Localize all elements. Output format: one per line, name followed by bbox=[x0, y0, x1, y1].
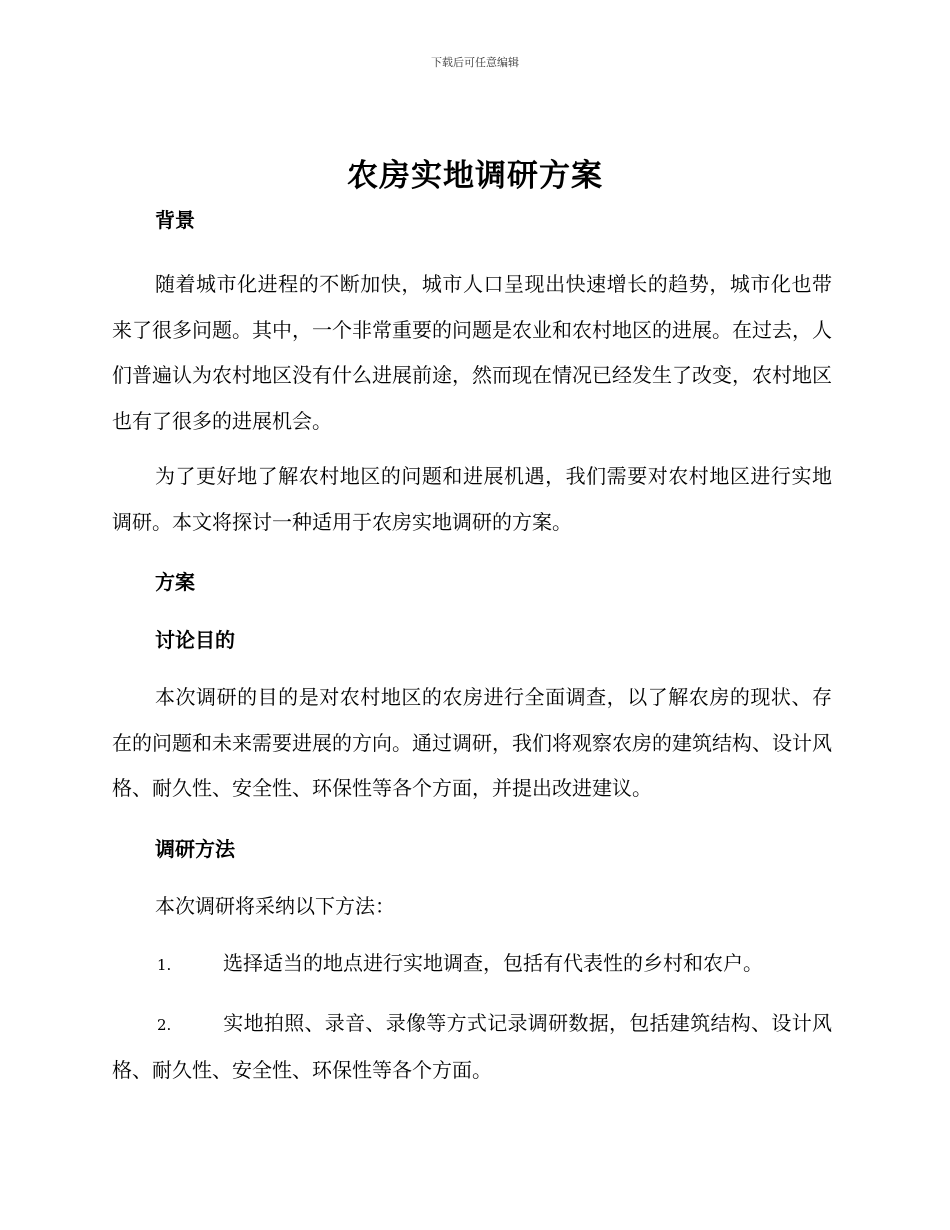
heading-method: 调研方法 bbox=[155, 836, 235, 861]
heading-plan: 方案 bbox=[155, 570, 195, 594]
list-number: 2. bbox=[157, 1015, 172, 1034]
document-title: 农房实地调研方案 bbox=[347, 158, 603, 194]
paragraph-background-2: 为了更好地了解农村地区的问题和进展机遇，我们需要对农村地区进行实地调研。本文将探讨一种适用于农房实地调研的方案。 bbox=[112, 464, 832, 534]
list-number: 1. bbox=[157, 956, 172, 974]
heading-background: 背景 bbox=[155, 208, 195, 232]
paragraph-background-1: 随着城市化进程的不断加快，城市人口呈现出快速增长的趋势，城市化也带来了很多问题。其中，一个非常重要的问题是农业和农村地区的进展。在过去，人们普遍认为农村地区没有什么进展前途，然而现在情况已经发生了改变，农村地区也有了很多的进展机会。 bbox=[112, 272, 832, 433]
list-text: 实地拍照、录音、录像等方式记录调研数据，包括建筑结构、设计风格、耐久性、安全性、环保性等各个方面。 bbox=[112, 1010, 832, 1082]
list-item bbox=[112, 1001, 832, 1094]
header-note: 下载后可任意编辑 bbox=[431, 56, 519, 69]
paragraph-purpose: 本次调研的目的是对农村地区的农房进行全面调查，以了解农房的现状、存在的问题和未来需要进展的方向。通过调研，我们将观察农房的建筑结构、设计风格、耐久性、安全性、环保性等各个方面，并提出改进建议。 bbox=[112, 685, 832, 800]
document-body bbox=[112, 205, 832, 1094]
list-text: 选择适当的地点进行实地调查，包括有代表性的乡村和农户。 bbox=[223, 951, 763, 975]
list-item bbox=[112, 941, 832, 989]
paragraph-method-intro: 本次调研将采纳以下方法： bbox=[155, 893, 395, 918]
heading-purpose: 讨论目的 bbox=[155, 628, 235, 652]
